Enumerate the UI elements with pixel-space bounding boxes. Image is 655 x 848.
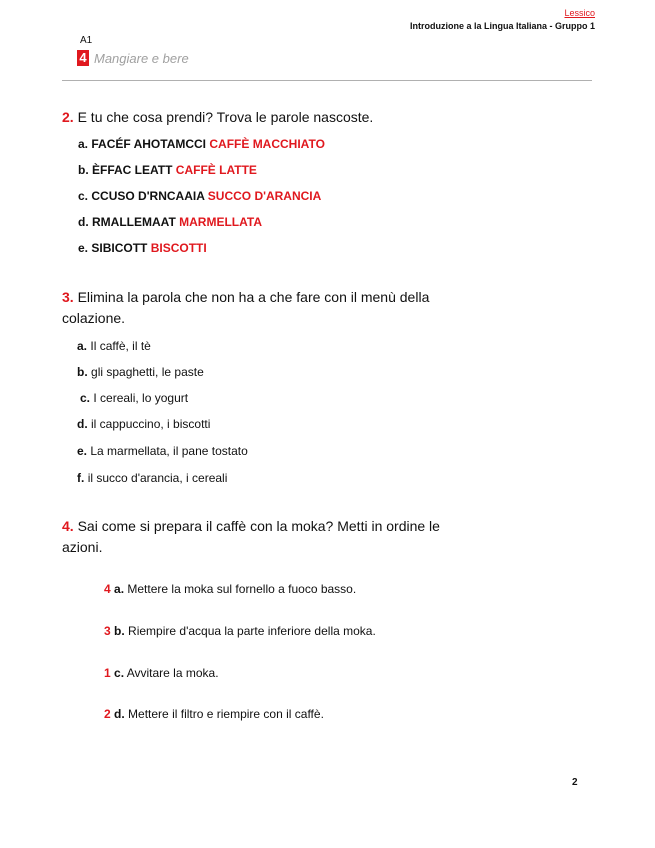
exercise-number: 2. (62, 109, 74, 125)
exercise-text: Sai come si prepara il caffè con la moka? Metti in ordine le (77, 518, 440, 534)
answer-word: SUCCO D'ARANCIA (207, 189, 322, 203)
order-number: 4 (104, 582, 111, 596)
page-number: 2 (572, 777, 578, 788)
list-item (80, 391, 188, 405)
exercise-4-prompt (62, 516, 492, 558)
order-number: 2 (104, 707, 111, 721)
item-key: d. (77, 417, 88, 431)
exercise-text: E tu che cosa prendi? Trova le parole nascoste. (77, 109, 374, 125)
item-text: il succo d'arancia, i cereali (87, 471, 228, 485)
exercise-text: azioni. (62, 539, 103, 555)
list-item (77, 365, 204, 379)
list-item (104, 707, 324, 721)
list-item (104, 582, 356, 596)
unit-title: Mangiare e bere (94, 51, 189, 66)
level-label: A1 (80, 35, 93, 46)
item-key: c. (80, 391, 91, 405)
exercise-2-prompt (62, 107, 492, 128)
list-item (78, 215, 262, 229)
list-item (78, 137, 325, 151)
order-number: 1 (104, 666, 111, 680)
item-text: Avvitare la moka. (126, 666, 219, 680)
item-text: Mettere la moka sul fornello a fuoco basso. (127, 582, 357, 596)
course-title: Introduzione a la Lingua Italiana - Gruppo 1 (409, 21, 595, 31)
answer-word: CAFFÈ MACCHIATO (209, 137, 325, 151)
unit-number-badge: 4 (77, 50, 89, 66)
list-item (77, 444, 248, 458)
scrambled-word: RMALLEMAAT (92, 215, 176, 229)
item-text: La marmellata, il pane tostato (90, 444, 248, 458)
exercise-text: Elimina la parola che non ha a che fare con il menù della (77, 289, 430, 305)
item-key: b. (114, 624, 125, 638)
order-number: 3 (104, 624, 111, 638)
list-item (78, 163, 257, 177)
scrambled-word: SIBICOTT (91, 241, 148, 255)
item-text: I cereali, lo yogurt (93, 391, 189, 405)
list-item (77, 417, 210, 431)
item-key: f. (77, 471, 85, 485)
exercise-3-prompt (62, 287, 492, 329)
scrambled-word: ÈFFAC LEATT (92, 163, 173, 177)
item-key: d. (114, 707, 125, 721)
item-key: b. (78, 163, 89, 177)
answer-word: BISCOTTI (150, 241, 207, 255)
item-key: a. (114, 582, 125, 596)
item-key: a. (78, 137, 89, 151)
item-key: d. (78, 215, 89, 229)
list-item (77, 339, 151, 353)
answer-word: CAFFÈ LATTE (175, 163, 257, 177)
scrambled-word: CCUSO D'RNCAAIA (91, 189, 205, 203)
item-key: c. (78, 189, 89, 203)
item-key: b. (77, 365, 88, 379)
exercise-number: 3. (62, 289, 74, 305)
item-text: gli spaghetti, le paste (91, 365, 204, 379)
exercise-text: colazione. (62, 310, 126, 326)
list-item (77, 471, 227, 485)
section-link-lessico[interactable]: Lessico (564, 8, 595, 18)
item-text: il cappuccino, i biscotti (91, 417, 211, 431)
item-text: Il caffè, il tè (90, 339, 151, 353)
item-key: e. (78, 241, 89, 255)
exercise-number: 4. (62, 518, 74, 534)
list-item (104, 666, 219, 680)
item-key: c. (114, 666, 125, 680)
item-key: a. (77, 339, 88, 353)
item-text: Mettere il filtro e riempire con il caffè. (128, 707, 324, 721)
item-text: Riempire d'acqua la parte inferiore della moka. (128, 624, 376, 638)
list-item (78, 241, 207, 255)
header-divider (62, 80, 592, 81)
item-key: e. (77, 444, 88, 458)
scrambled-word: FACÉF AHOTAMCCI (91, 137, 207, 151)
list-item (104, 624, 376, 638)
list-item (78, 189, 321, 203)
answer-word: MARMELLATA (179, 215, 262, 229)
